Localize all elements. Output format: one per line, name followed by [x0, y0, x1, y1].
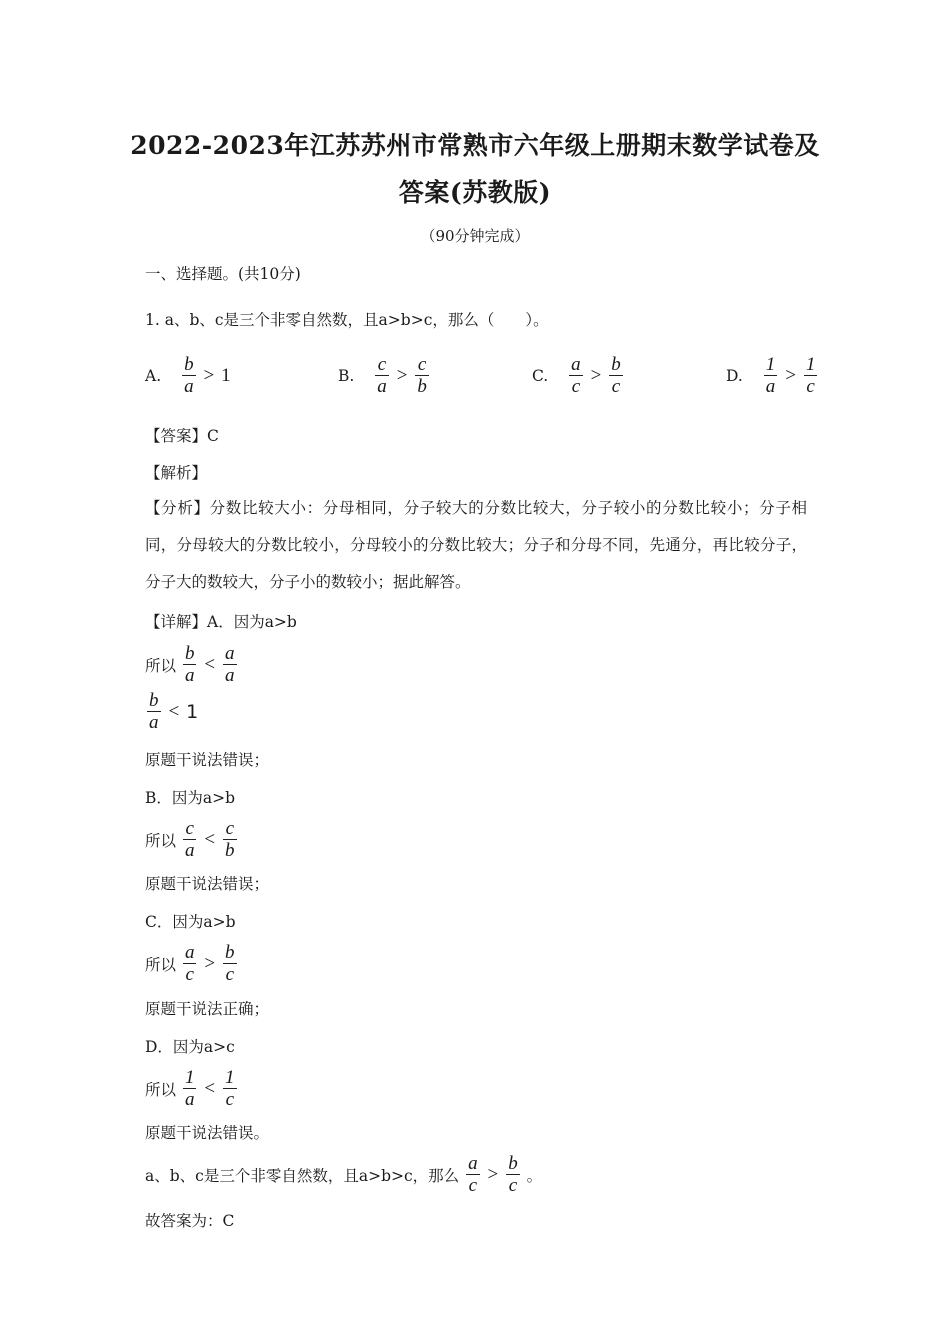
option-a-label: A.	[145, 366, 162, 385]
value: 1	[221, 364, 231, 386]
fraction	[569, 354, 583, 397]
detail-d-head: D．因为a>c	[145, 1038, 235, 1056]
operator: >	[785, 364, 796, 386]
fraction	[183, 818, 197, 861]
section-heading: 一、选择题。(共10分)	[145, 265, 301, 283]
fraction	[764, 354, 778, 397]
option-a	[145, 354, 232, 397]
numerator: a	[184, 942, 195, 963]
subtitle: （90分钟完成）	[420, 227, 530, 245]
numerator: b	[611, 354, 621, 375]
fraction	[375, 354, 389, 397]
denominator: a	[225, 665, 235, 686]
detail-a-conclusion: 原题干说法错误；	[145, 751, 270, 769]
value: 1	[186, 700, 199, 723]
option-d-label: D.	[726, 366, 743, 385]
denominator: c	[571, 376, 581, 397]
denominator: a	[765, 376, 776, 397]
denominator: a	[184, 665, 195, 686]
denominator: c	[225, 964, 235, 985]
so-text: 所以	[145, 955, 177, 974]
operator: >	[590, 364, 602, 386]
fraction	[466, 1153, 480, 1196]
analysis-body: 【分析】分数比较大小：分母相同，分子较大的分数比较大，分子较小的分数比较小；分子相同，分母较大的分数比较小，分母较小的分数比较大；分子和分母不同，先通分，再比较分子，分子大的数较大，分子小的数较小；据此解答。	[145, 499, 807, 591]
operator: >	[396, 364, 408, 386]
denominator: c	[611, 376, 621, 397]
detail-b-conclusion: 原题干说法错误；	[145, 875, 270, 893]
fraction	[415, 354, 429, 397]
fraction	[147, 690, 161, 733]
numerator: c	[223, 818, 237, 840]
summary-text: a、b、c是三个非零自然数，且a>b>c，那么	[145, 1166, 460, 1185]
numerator: a	[468, 1153, 478, 1174]
numerator: b	[184, 354, 194, 375]
detail-b-inequality	[145, 818, 239, 861]
answer-line: 【答案】C	[145, 427, 219, 445]
detail-c-inequality	[145, 942, 239, 985]
so-text: 所以	[145, 1080, 177, 1099]
denominator: a	[184, 376, 194, 397]
denominator: c	[225, 1089, 235, 1110]
option-b	[338, 354, 431, 397]
option-d	[726, 354, 819, 397]
detail-a-inequality-2	[145, 690, 199, 733]
fraction	[183, 1067, 197, 1110]
detail-c-conclusion: 原题干说法正确；	[145, 1000, 270, 1018]
numerator: b	[149, 690, 159, 711]
numerator: a	[225, 643, 235, 664]
denominator: c	[508, 1175, 518, 1196]
fraction	[223, 1067, 237, 1110]
so-text: 所以	[145, 656, 177, 675]
fraction	[609, 354, 623, 397]
fraction	[183, 643, 197, 686]
operator: <	[204, 1077, 216, 1099]
denominator: a	[184, 840, 195, 861]
detail-c-head: C．因为a>b	[145, 913, 236, 931]
analysis-heading: 【解析】	[145, 464, 208, 482]
question-1-stem: 1. a、b、c是三个非零自然数，且a>b>c，那么（ ）。	[145, 311, 549, 329]
detail-d-conclusion: 原题干说法错误。	[145, 1124, 270, 1142]
numerator: 1	[805, 354, 816, 375]
detail-b-head: B．因为a>b	[145, 789, 236, 807]
document-title-line1: 2022-2023年江苏苏州市常熟市六年级上册期末数学试卷及	[130, 131, 820, 160]
option-c	[532, 354, 625, 397]
denominator: c	[806, 376, 815, 397]
fraction	[223, 818, 237, 861]
numerator: 1	[184, 1067, 195, 1088]
denominator: a	[377, 376, 387, 397]
final-answer: 故答案为：C	[145, 1212, 235, 1230]
numerator: 1	[765, 354, 776, 375]
operator: <	[204, 653, 216, 675]
fraction	[804, 354, 818, 397]
numerator: c	[375, 354, 389, 376]
summary-end: 。	[526, 1166, 543, 1185]
numerator: a	[571, 354, 581, 375]
operator: >	[203, 364, 215, 386]
numerator: c	[183, 818, 197, 840]
operator: >	[204, 952, 216, 974]
fraction	[183, 942, 197, 985]
option-b-label: B.	[338, 366, 355, 385]
option-c-label: C.	[532, 366, 549, 385]
detail-d-inequality	[145, 1067, 239, 1110]
denominator: b	[225, 840, 235, 861]
denominator: c	[185, 964, 194, 985]
numerator: b	[225, 942, 235, 963]
denominator: c	[468, 1175, 478, 1196]
denominator: a	[149, 712, 159, 733]
denominator: a	[184, 1089, 195, 1110]
fraction	[223, 643, 237, 686]
fraction	[223, 942, 237, 985]
document-title-line2: 答案(苏教版)	[398, 178, 552, 207]
operator: <	[204, 828, 216, 850]
detail-a-inequality	[145, 643, 239, 686]
operator: <	[168, 700, 180, 722]
numerator: b	[184, 643, 195, 664]
detail-a-head: 【详解】A．因为a>b	[145, 613, 297, 631]
summary-line	[145, 1153, 542, 1196]
numerator: 1	[225, 1067, 235, 1088]
fraction	[182, 354, 196, 397]
numerator: b	[508, 1153, 518, 1174]
fraction	[506, 1153, 520, 1196]
numerator: c	[415, 354, 429, 376]
operator: >	[487, 1163, 499, 1185]
denominator: b	[417, 376, 427, 397]
so-text: 所以	[145, 831, 177, 850]
